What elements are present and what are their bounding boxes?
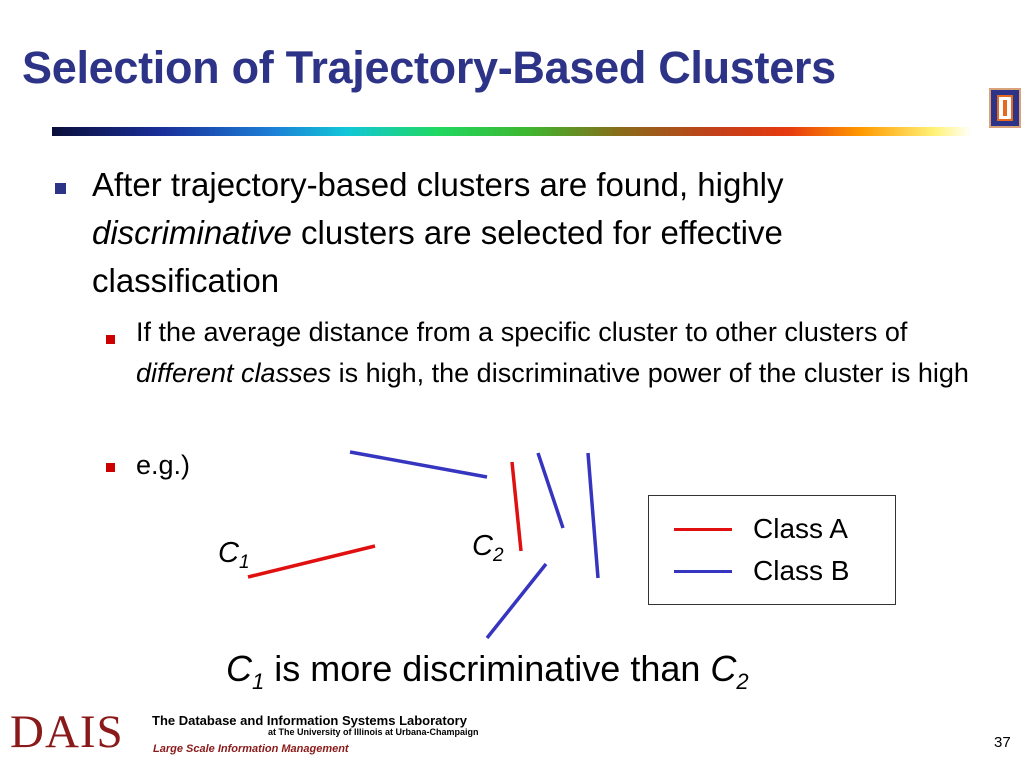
conclusion-c1-base: C (226, 648, 252, 689)
footer-lab-name: The Database and Information Systems Laboratory (152, 713, 467, 728)
conclusion-text (226, 648, 749, 695)
sub-bullet-text-part: is high, the discriminative power of the cluster is high (331, 358, 969, 388)
c1-label-base: C (218, 537, 239, 569)
sub-bullet-text-emphasis: different classes (136, 358, 332, 388)
legend (648, 495, 896, 605)
page-number: 37 (994, 734, 1011, 751)
legend-label-class-a: Class A (753, 513, 848, 544)
footer-tagline: Large Scale Information Management (153, 743, 349, 755)
class-b-trajectory-segment (588, 453, 598, 578)
class-b-trajectory-segment (538, 453, 563, 528)
class-b-trajectory-segment (350, 452, 487, 477)
conclusion-c2-subscript: 2 (736, 669, 749, 694)
sub-bullet-eg: e.g.) (136, 450, 191, 480)
bullet-text-part: After trajectory-based clusters are found, highly (92, 166, 784, 203)
bullet-text-part: clusters are selected for effective classification (92, 214, 783, 299)
c2-label-subscript: 2 (492, 545, 504, 566)
legend-swatch-class-b (674, 570, 732, 573)
legend-swatch-class-a (674, 528, 732, 531)
sub-bullet-text-part: If the average distance from a specific cluster to other clusters of (136, 317, 908, 347)
slide-title: Selection of Trajectory-Based Clusters (22, 42, 836, 93)
c2-label (472, 530, 504, 567)
legend-label-class-b: Class B (753, 555, 850, 586)
c2-label-base: C (472, 530, 493, 562)
class-b-trajectory-segment (487, 564, 546, 638)
conclusion-c2-base: C (710, 648, 737, 689)
conclusion-c1-subscript: 1 (252, 669, 265, 694)
bullet-text-emphasis: discriminative (92, 214, 292, 251)
c1-label (218, 537, 250, 574)
footer-university: at The University of Illinois at Urbana-Champaign (268, 727, 479, 737)
conclusion-middle: is more discriminative than (264, 648, 711, 689)
c1-label-subscript: 1 (238, 552, 250, 573)
c1-trajectory-segment (248, 546, 375, 577)
dais-logo: DAIS (10, 706, 124, 758)
c2-trajectory-segment (512, 462, 521, 551)
